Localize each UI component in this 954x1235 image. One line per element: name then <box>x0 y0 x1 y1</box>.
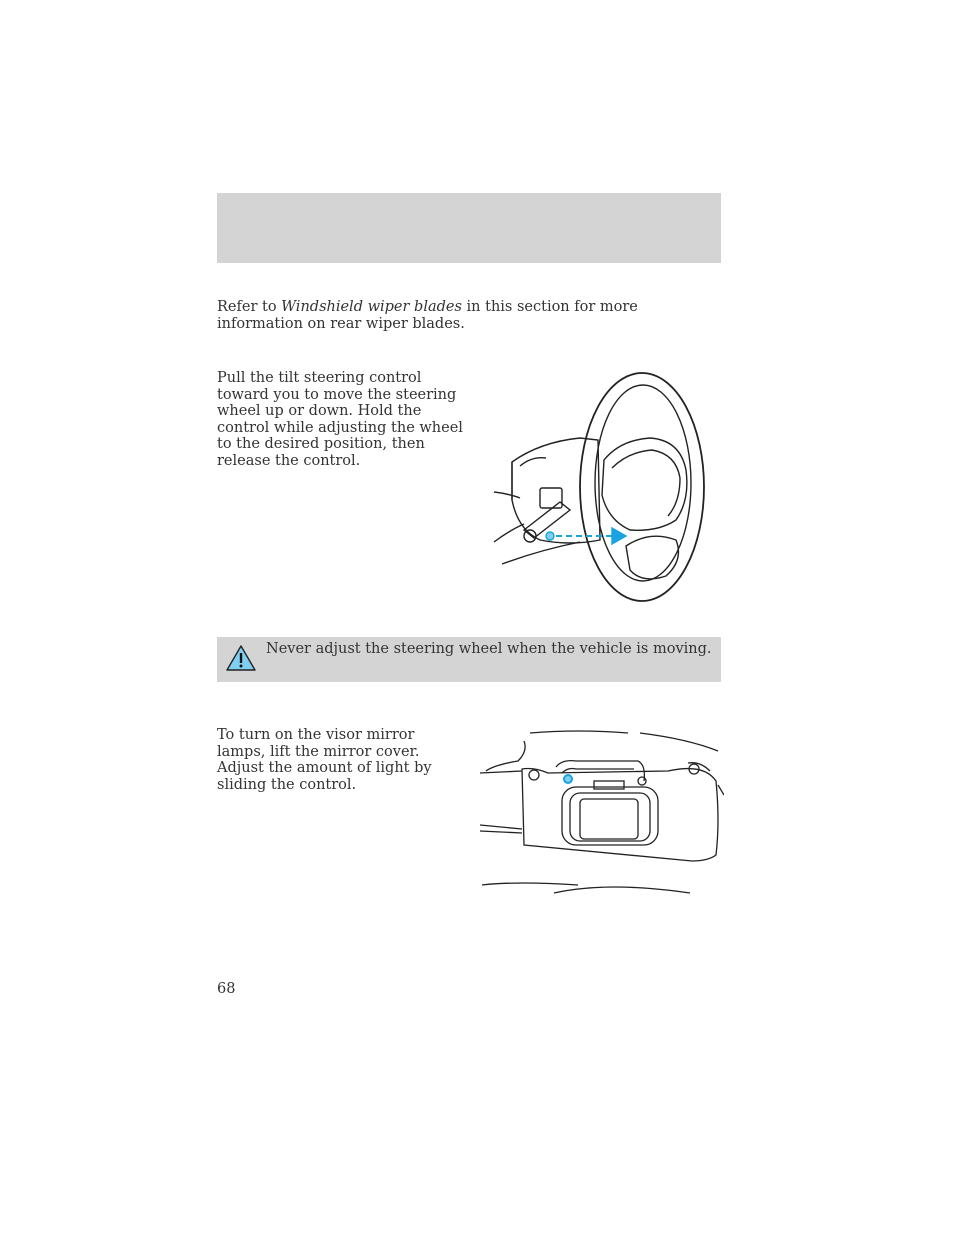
wiper-ref-prefix: Refer to <box>217 299 282 315</box>
visor-mirror-paragraph: To turn on the visor mirror lamps, lift the mirror cover. Adjust the amount of light by sliding the control. <box>217 727 432 793</box>
visor-mirror-illustration <box>478 725 724 897</box>
wiper-ref-suffix: in this section for more information on rear wiper blades. <box>217 299 638 332</box>
warning-triangle-icon <box>225 644 257 672</box>
section-header-band <box>217 193 721 263</box>
tilt-steering-paragraph: Pull the tilt steering control toward you to move the steering wheel up or down. Hold the control while adjusting the wheel to the desired position, then release the control. <box>217 370 463 469</box>
wiper-ref-link-text: Windshield wiper blades <box>281 299 462 315</box>
warning-text: Never adjust the steering wheel when the vehicle is moving. <box>266 641 712 657</box>
wiper-reference-paragraph <box>217 299 721 332</box>
page-number: 68 <box>217 981 236 997</box>
tilt-steering-wheel-illustration <box>480 370 720 605</box>
warning-box <box>217 637 721 682</box>
